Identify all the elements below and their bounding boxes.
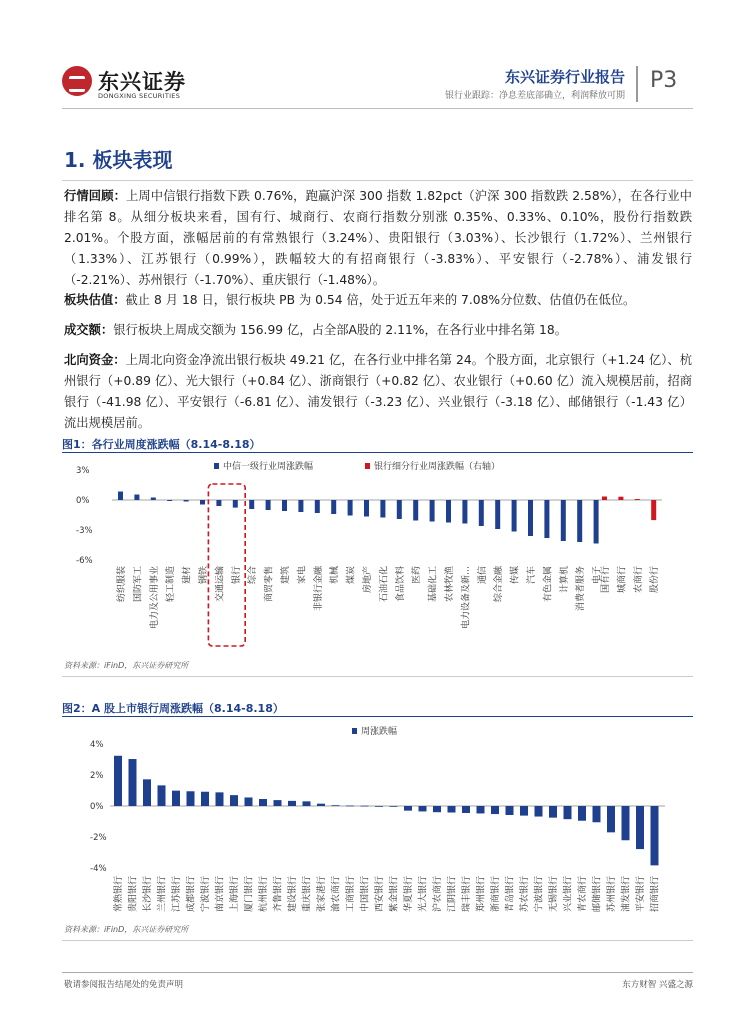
report-subtitle: 银行业跟踪：净息差底部确立，利润释放可期 (444, 91, 625, 101)
bar-浦发银行 (622, 806, 630, 840)
bar-基础化工 (430, 500, 435, 522)
bar-通信 (479, 500, 484, 526)
paragraph-northbound (64, 350, 692, 434)
bar-医药 (413, 500, 418, 521)
x-tick-label: 常熟银行 (114, 876, 124, 913)
dongxing-logo-icon (62, 66, 92, 96)
x-tick-label: 苏州银行 (607, 876, 617, 913)
y-tick-label: 0% (76, 496, 90, 506)
x-tick-label: 股份行 (650, 566, 661, 594)
x-tick-label: 浦发银行 (621, 876, 632, 913)
bar-沪农商行 (433, 806, 441, 812)
x-tick-label: 浙商银行 (491, 876, 501, 913)
figure1-source-rule (62, 676, 693, 677)
x-tick-label: 张家港行 (317, 876, 327, 913)
bar-宁波银行 (201, 792, 209, 806)
x-tick-label: 邮储银行 (592, 876, 603, 913)
bar-工商银行 (346, 806, 354, 807)
x-tick-label: 齐鲁银行 (273, 876, 284, 913)
x-tick-label: 煤炭 (346, 566, 357, 585)
x-tick-label: 宁波银行 (201, 876, 211, 913)
x-tick-label: 建设银行 (288, 876, 298, 913)
x-tick-label: 食品饮料 (395, 566, 406, 603)
bar-渝农商行 (332, 805, 340, 806)
paragraph-text: 截止 8 月 18 日，银行板块 PB 为 0.54 倍，处于近五年来的 7.08%分位数、估值仍在低位。 (125, 293, 636, 307)
bar-杭州银行 (259, 799, 267, 806)
x-tick-label: 江阴银行 (447, 876, 458, 913)
bar-厦门银行 (245, 797, 253, 806)
bar-青农商行 (578, 806, 586, 821)
x-tick-label: 基础化工 (428, 566, 439, 603)
bar-机械 (331, 500, 336, 514)
bar-瑞丰银行 (462, 806, 470, 813)
brand-name: 东兴证券 (98, 70, 186, 94)
bar-银行 (233, 500, 238, 508)
x-tick-label: 医药 (412, 566, 423, 585)
bar-常熟银行 (114, 756, 122, 806)
x-tick-label: 电力设备及新… (461, 566, 472, 630)
x-tick-label: 宁波银行 (534, 876, 545, 913)
x-tick-label: 渝农商行 (331, 876, 342, 913)
x-tick-label: 青农商行 (578, 876, 588, 913)
x-tick-label: 紫金银行 (389, 876, 400, 913)
bar-纺织服装 (118, 492, 123, 501)
figure2-rule (62, 716, 693, 717)
y-tick-label: -6% (76, 556, 93, 566)
figure2-caption: 图2：A 股上市银行周涨跌幅（8.14-8.18） (62, 702, 284, 715)
legend-swatch-industry (214, 463, 219, 469)
bar-建筑 (282, 500, 287, 511)
x-tick-label: 消费者服务 (576, 566, 587, 612)
header-divider (636, 66, 638, 102)
x-tick-label: 光大银行 (418, 876, 429, 913)
bar-成都银行 (187, 791, 195, 806)
x-tick-label: 成都银行 (186, 876, 197, 913)
bar-非银行金融 (315, 500, 320, 513)
x-tick-label: 石油石化 (379, 566, 390, 603)
legend-swatch (352, 728, 357, 734)
bar-钢铁 (200, 500, 205, 505)
x-tick-label: 纺织服装 (117, 566, 127, 603)
x-tick-label: 中国银行 (360, 876, 371, 913)
bar-宁波银行 (535, 806, 543, 817)
paragraph-label: 北向资金： (64, 353, 126, 367)
y-tick-label: -3% (76, 526, 93, 536)
footer-rule (62, 972, 693, 973)
x-tick-label: 汽车 (527, 566, 537, 585)
bar-邮储银行 (593, 806, 601, 822)
bar-电力及公用事业 (151, 498, 156, 501)
bar-南京银行 (216, 792, 224, 806)
bar-张家港行 (317, 804, 325, 806)
bar-国有行 (602, 497, 607, 501)
paragraph-text: 银行板块上周成交额为 156.99 亿，占全部A股的 2.11%，在各行业中排名第 18。 (113, 323, 568, 337)
figure1-source: 资料来源：iFinD，东兴证券研究所 (64, 661, 189, 670)
x-tick-label: 商贸零售 (264, 566, 275, 603)
x-tick-label: 兰州银行 (157, 876, 168, 913)
bar-汽车 (528, 500, 533, 536)
x-tick-label: 国防军工 (133, 566, 144, 603)
y-tick-label: 2% (90, 771, 104, 781)
bar-江阴银行 (448, 806, 456, 813)
bank-weekly-change-chart (62, 718, 693, 918)
bar-电子 (594, 500, 599, 544)
x-tick-label: 江苏银行 (172, 876, 182, 913)
paragraph-turnover (64, 320, 692, 341)
x-tick-label: 上海银行 (230, 876, 240, 913)
x-tick-label: 有色金属 (543, 566, 554, 603)
bar-浙商银行 (491, 806, 499, 814)
x-tick-label: 轻工制造 (166, 566, 177, 603)
x-tick-label: 机械 (330, 566, 341, 585)
x-tick-label: 房地产 (363, 566, 373, 594)
bar-电力设备及新… (462, 500, 467, 524)
paragraph-label: 行情回顾： (64, 189, 126, 203)
bar-苏州银行 (607, 806, 615, 832)
report-title: 东兴证券行业报告 (504, 68, 625, 86)
y-tick-label: 3% (76, 466, 90, 476)
industry-weekly-change-chart (62, 454, 693, 654)
section-title: 1. 板块表现 (64, 148, 173, 172)
bar-青岛银行 (506, 806, 514, 815)
x-tick-label: 苏农银行 (520, 876, 530, 913)
x-tick-label: 沪农商行 (433, 876, 443, 913)
x-tick-label: 综合金融 (494, 566, 505, 603)
bar-郑州银行 (477, 806, 485, 813)
paragraph-market-review (64, 186, 692, 291)
bar-招商银行 (651, 806, 659, 865)
x-tick-label: 厦门银行 (244, 876, 255, 913)
bar-重庆银行 (303, 801, 311, 806)
paragraph-label: 板块估值： (64, 293, 126, 307)
bar-交通运输 (216, 500, 221, 506)
y-tick-label: -2% (90, 833, 107, 843)
bar-国防军工 (134, 495, 139, 501)
y-tick-label: 4% (90, 740, 104, 750)
x-tick-label: 钢铁 (199, 566, 209, 585)
x-tick-label: 建筑 (281, 566, 291, 585)
x-tick-label: 南京银行 (215, 876, 226, 913)
x-tick-label: 电子 (592, 566, 603, 585)
x-tick-label: 传媒 (510, 566, 521, 585)
bar-农林牧渔 (446, 500, 451, 523)
x-tick-label: 平安银行 (636, 876, 646, 913)
bar-农商行 (635, 499, 640, 500)
bar-综合金融 (495, 500, 500, 529)
bar-紫金银行 (390, 806, 398, 807)
x-tick-label: 计算机 (559, 566, 570, 594)
bar-城商行 (618, 497, 623, 500)
bar-石油石化 (380, 500, 385, 518)
x-tick-label: 农林牧渔 (445, 566, 455, 603)
bar-建材 (184, 500, 189, 502)
legend-swatch-bank (365, 463, 370, 469)
page-number: P3 (650, 68, 678, 93)
x-tick-label: 银行 (231, 566, 242, 585)
x-tick-label: 无锡银行 (549, 876, 559, 913)
x-tick-label: 重庆银行 (302, 876, 313, 913)
y-tick-label: -4% (90, 864, 107, 874)
x-tick-label: 贵阳银行 (128, 876, 139, 913)
x-tick-label: 华夏银行 (404, 876, 414, 913)
footer-slogan: 东方财智 兴盛之源 (622, 980, 693, 990)
highlight-box (208, 484, 245, 646)
bar-综合 (249, 500, 254, 509)
x-tick-label: 交通运输 (215, 566, 226, 603)
bar-轻工制造 (167, 500, 172, 501)
x-tick-label: 农商行 (633, 566, 644, 594)
bar-房地产 (364, 500, 369, 517)
figure2-source-rule (62, 940, 693, 941)
bar-商贸零售 (266, 500, 271, 510)
x-tick-label: 家电 (297, 566, 308, 585)
header-rule (62, 108, 693, 109)
bar-兴业银行 (564, 806, 572, 819)
bar-江苏银行 (172, 791, 180, 806)
bar-无锡银行 (549, 806, 557, 818)
x-tick-label: 国有行 (601, 566, 611, 594)
x-tick-label: 非银行金融 (313, 566, 324, 612)
bar-食品饮料 (397, 500, 402, 519)
footer-disclaimer: 敬请参阅报告结尾处的免责声明 (64, 980, 184, 990)
bar-消费者服务 (577, 500, 582, 542)
paragraph-label: 成交额： (64, 323, 114, 337)
paragraph-text: 上周北向资金净流出银行板块 49.21 亿，在各行业中排名第 24。个股方面，北京银行（+1.24 亿）、杭州银行（+0.89 亿）、光大银行（+0.84 亿）、浙商银行（+0.82 亿）、农业银行（+0.60 亿）流入规模居前，招商银行（-41.98 亿）、平安银行（-6.81 亿）、浦发银行（-3.23 亿）、兴业银行（-3.18 亿）、邮储银行（-1.43 亿）流出规模居前。 (64, 353, 692, 430)
bar-上海银行 (230, 795, 238, 806)
bar-建设银行 (288, 801, 296, 806)
legend-label-bank: 银行细分行业周涨跌幅（右轴） (374, 462, 501, 472)
x-tick-label: 电力及公用事业 (149, 566, 160, 630)
bar-煤炭 (348, 500, 353, 516)
x-tick-label: 工商银行 (346, 876, 356, 913)
x-tick-label: 兴业银行 (563, 876, 574, 913)
brand-name-en: DONGXING SECURITIES (98, 92, 181, 100)
bar-中国银行 (361, 806, 369, 807)
bar-兰州银行 (158, 785, 166, 806)
section-rule (62, 180, 693, 181)
paragraph-valuation (64, 290, 692, 311)
x-tick-label: 建材 (182, 566, 193, 585)
x-tick-label: 城商行 (617, 566, 628, 594)
x-tick-label: 通信 (477, 566, 488, 585)
bar-齐鲁银行 (274, 800, 282, 806)
legend-label: 周涨跌幅 (361, 727, 398, 737)
legend-label-industry: 中信一级行业周涨跌幅 (223, 462, 314, 472)
bar-计算机 (561, 500, 566, 541)
paragraph-text: 上周中信银行指数下跌 0.76%，跑赢沪深 300 指数 1.82pct（沪深 300 指数跌 2.58%），在各行业中排名第 8。从细分板块来看，国有行、城商行、农商行指数分别涨 0.35%、0.33%、0.10%，股份行指数跌 2.01%。个股方面，涨幅居前的有常熟银行（3.24%）、贵阳银行（3.03%）、长沙银行（1.72%）、兰州银行（1.33%）、江苏银行（0.99%），跌幅较大的有招商银行（-3.83%）、平安银行（-2.78%）、浦发银行（-2.21%）、苏州银行（-1.70%）、重庆银行（-1.48%）。 (64, 189, 692, 287)
bar-传媒 (512, 500, 517, 532)
x-tick-label: 青岛银行 (505, 876, 516, 913)
x-tick-label: 招商银行 (650, 876, 661, 913)
y-tick-label: 0% (90, 802, 104, 812)
bar-苏农银行 (520, 806, 528, 816)
bar-华夏银行 (404, 806, 412, 811)
bar-平安银行 (636, 806, 644, 849)
bar-家电 (298, 500, 303, 512)
x-tick-label: 西安银行 (375, 876, 385, 913)
x-tick-label: 瑞丰银行 (462, 876, 472, 913)
figure1-rule (62, 452, 693, 453)
x-tick-label: 综合 (248, 566, 259, 585)
bar-有色金属 (544, 500, 549, 538)
bar-光大银行 (419, 806, 427, 811)
x-tick-label: 郑州银行 (476, 876, 487, 913)
figure2-source: 资料来源：iFinD，东兴证券研究所 (64, 925, 189, 934)
figure1-caption: 图1：各行业周度涨跌幅（8.14-8.18） (62, 438, 261, 451)
bar-股份行 (651, 500, 656, 520)
bar-长沙银行 (143, 779, 151, 806)
bar-贵阳银行 (129, 759, 137, 806)
x-tick-label: 长沙银行 (143, 876, 153, 913)
x-tick-label: 杭州银行 (259, 876, 269, 913)
bar-西安银行 (375, 806, 383, 807)
